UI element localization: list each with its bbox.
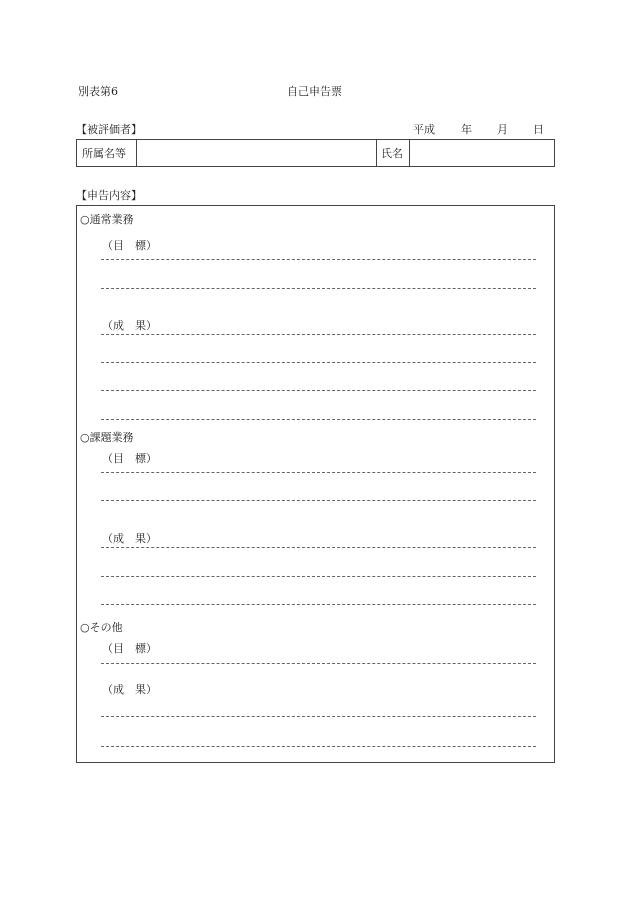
report-section-label: 【申告内容】 bbox=[76, 189, 142, 202]
answer-line[interactable] bbox=[101, 362, 536, 363]
name-field[interactable] bbox=[413, 142, 551, 164]
date-day: 日 bbox=[533, 123, 544, 136]
target-label: （目 標） bbox=[102, 239, 157, 252]
table-divider bbox=[409, 139, 410, 167]
answer-line[interactable] bbox=[101, 390, 536, 391]
table-divider bbox=[376, 139, 377, 167]
answer-line[interactable] bbox=[101, 472, 536, 473]
answer-line[interactable] bbox=[101, 500, 536, 501]
table-divider bbox=[136, 139, 137, 167]
form-number: 別表第6 bbox=[78, 85, 118, 98]
date-era: 平成 bbox=[413, 123, 435, 136]
target-label: （目 標） bbox=[102, 452, 157, 465]
answer-line[interactable] bbox=[101, 576, 536, 577]
answer-line[interactable] bbox=[101, 604, 536, 605]
category-title: ○課題業務 bbox=[80, 431, 134, 444]
answer-line[interactable] bbox=[101, 716, 536, 717]
answer-line[interactable] bbox=[101, 288, 536, 289]
affiliation-field[interactable] bbox=[140, 142, 372, 164]
answer-line[interactable] bbox=[101, 663, 536, 664]
affiliation-label: 所属名等 bbox=[82, 147, 126, 160]
answer-line[interactable] bbox=[101, 334, 536, 335]
answer-line[interactable] bbox=[101, 259, 536, 260]
target-label: （目 標） bbox=[102, 642, 157, 655]
answer-line[interactable] bbox=[101, 419, 536, 420]
result-label: （成 果） bbox=[102, 532, 157, 545]
result-label: （成 果） bbox=[102, 683, 157, 696]
evaluatee-section-label: 【被評価者】 bbox=[76, 123, 142, 136]
category-title: ○通常業務 bbox=[80, 213, 134, 226]
category-title: ○その他 bbox=[80, 621, 123, 634]
name-label: 氏名 bbox=[381, 147, 403, 160]
date-year: 年 bbox=[461, 123, 472, 136]
answer-line[interactable] bbox=[101, 746, 536, 747]
answer-line[interactable] bbox=[101, 547, 536, 548]
result-label: （成 果） bbox=[102, 319, 157, 332]
date-month: 月 bbox=[497, 123, 508, 136]
page-title: 自己申告票 bbox=[287, 85, 342, 98]
